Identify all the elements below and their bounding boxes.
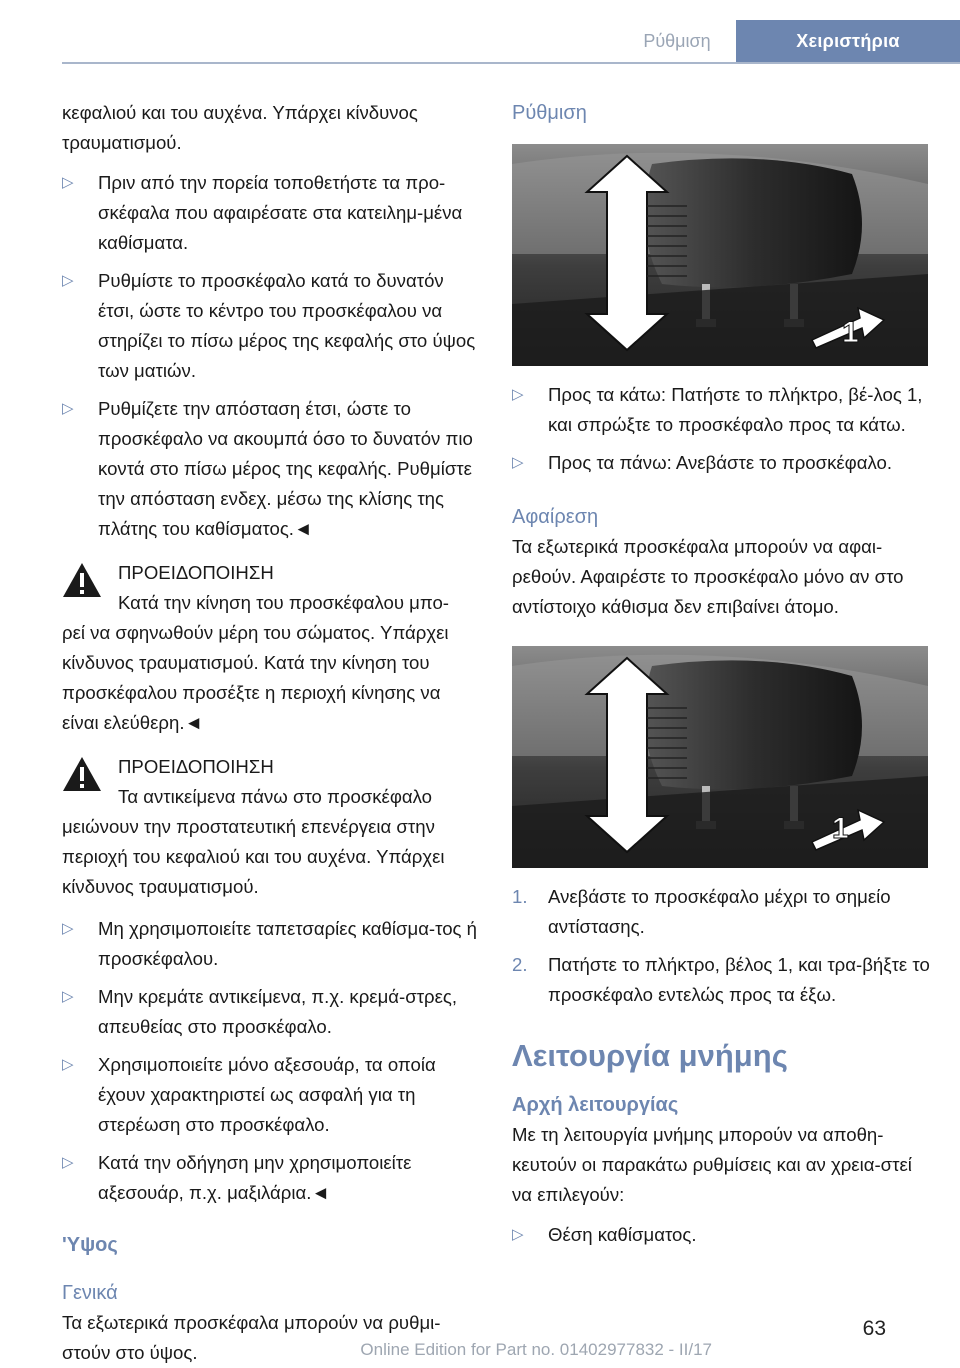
triangle-right-icon: ▷ bbox=[62, 988, 74, 1005]
bullet-list-accessories bbox=[62, 914, 482, 1208]
headrest-image bbox=[512, 144, 928, 366]
footer bbox=[0, 1340, 960, 1360]
header-rule bbox=[62, 62, 960, 64]
list-item: 1. Ανεβάστε το προσκέφαλο μέχρι το σημείο αντίστασης. bbox=[512, 886, 891, 937]
list-item: ▷ Μη χρησιμοποιείτε ταπετσαρίες καθίσμα-τος ή προσκέφαλου. bbox=[62, 914, 482, 974]
continued-paragraph: κεφαλιού και του αυχένα. Υπάρχει κίνδυνος τραυματισμού. bbox=[62, 102, 418, 153]
heading-memory: Λειτουργία μνήμης bbox=[512, 1038, 788, 1073]
list-item: 2. Πατήστε το πλήκτρο, βέλος 1, και τρα-βήξτε το προσκέφαλο εντελώς προς τα έξω. bbox=[512, 954, 930, 1005]
arrow-label: 1 bbox=[842, 316, 859, 349]
list-item: ▷ Ρυθμίζετε την απόσταση έτσι, ώστε το προσκέφαλο να ακουμπά όσο το δυνατόν πιο κοντά στο πίσω μέρος της κεφαλής. Ρυθμίστε την απόσταση ενδεχ. μέσω της κλίσης της πλάτης του καθίσματος.◄ bbox=[62, 394, 482, 544]
triangle-right-icon: ▷ bbox=[62, 174, 74, 191]
numbered-list-remove bbox=[512, 882, 930, 1010]
header-tab-chapter: Χειριστήρια bbox=[736, 20, 960, 62]
footer-edition: Online Edition for Part no. 01402977832 - II/17 bbox=[360, 1340, 712, 1359]
warning-text: ρεί να σφηνωθούν μέρη του σώματος. Υπάρχει κίνδυνος τραυματισμού. Κατά την κίνηση του προσκέφαλου προσέξτε η περιοχή κίνησης να είναι ελεύθερη.◄ bbox=[62, 622, 449, 733]
list-item: ▷ Προς τα κάτω: Πατήστε το πλήκτρο, βέ-λος 1, και σπρώξτε το προσκέφαλο προς τα κάτω. bbox=[512, 380, 930, 440]
list-item: ▷ Χρησιμοποιείτε μόνο αξεσουάρ, τα οποία έχουν χαρακτηριστεί ως ασφαλή για τη στερέωση στο προσκέφαλο. bbox=[62, 1050, 482, 1140]
warning-title: ΠΡΟΕΙΔΟΠΟΙΗΣΗ bbox=[118, 562, 274, 583]
heading-adjust: Ρύθμιση bbox=[512, 102, 587, 124]
header-tab-section: Ρύθμιση bbox=[643, 31, 711, 51]
list-item: ▷ Κατά την οδήγηση μην χρησιμοποιείτε αξεσουάρ, π.χ. μαξιλάρια.◄ bbox=[62, 1148, 482, 1208]
bullet-list-adjust bbox=[512, 380, 930, 478]
heading-remove: Αφαίρεση bbox=[512, 506, 599, 528]
warning-title: ΠΡΟΕΙΔΟΠΟΙΗΣΗ bbox=[118, 756, 274, 777]
bullet-list-memory bbox=[512, 1220, 930, 1250]
warning-triangle-icon bbox=[62, 562, 102, 598]
warning-block bbox=[62, 752, 482, 902]
list-item: ▷ Ρυθμίστε το προσκέφαλο κατά το δυνατόν έτσι, ώστε το κέντρο του προσκέφαλου να στηρίζει το πίσω μέρος της κεφαλής στο ύψος των ματιών. bbox=[62, 266, 482, 386]
remove-paragraph: Τα εξωτερικά προσκέφαλα μπορούν να αφαι-ρεθούν. Αφαιρέστε το προσκέφαλο μόνο αν στο αντίστοιχο κάθισμα δεν επιβαίνει άτομο. bbox=[512, 536, 904, 617]
warning-text-first: Τα αντικείμενα πάνω στο προσκέφαλο bbox=[118, 786, 433, 807]
headrest-image bbox=[512, 646, 928, 868]
triangle-right-icon: ▷ bbox=[62, 1056, 74, 1073]
triangle-right-icon: ▷ bbox=[62, 1154, 74, 1171]
triangle-right-icon: ▷ bbox=[512, 386, 524, 403]
general-paragraph: Τα εξωτερικά προσκέφαλα μπορούν να ρυθμι-στούν στο ύψος. bbox=[62, 1312, 441, 1363]
page-number: 63 bbox=[862, 1317, 886, 1340]
list-item: ▷ Πριν από την πορεία τοποθετήστε τα προ-σκέφαλα που αφαιρέσατε στα κατειλημ-μένα καθίσματα. bbox=[62, 168, 482, 258]
warning-text-first: Κατά την κίνηση του προσκέφαλου μπο- bbox=[118, 592, 449, 613]
headrest-adjust-figure bbox=[512, 144, 928, 366]
right-column bbox=[512, 98, 930, 1250]
list-item: ▷ Προς τα πάνω: Ανεβάστε το προσκέφαλο. bbox=[512, 448, 930, 478]
triangle-right-icon: ▷ bbox=[512, 1226, 524, 1243]
left-column bbox=[62, 98, 482, 1368]
triangle-right-icon: ▷ bbox=[62, 920, 74, 937]
heading-general: Γενικά bbox=[62, 1282, 118, 1304]
triangle-right-icon: ▷ bbox=[512, 454, 524, 471]
warning-text: μειώνουν την προστατευτική επενέργεια στην περιοχή του κεφαλιού και του αυχένα. Υπάρχει κίνδυνος τραυματισμού. bbox=[62, 816, 445, 897]
warning-block bbox=[62, 558, 482, 738]
heading-height: 'Υψος bbox=[62, 1234, 118, 1256]
arrow-label: 1 bbox=[832, 812, 849, 845]
list-item: ▷ Θέση καθίσματος. bbox=[512, 1220, 930, 1250]
bullet-list-safety bbox=[62, 168, 482, 544]
triangle-right-icon: ▷ bbox=[62, 272, 74, 289]
memory-paragraph: Με τη λειτουργία μνήμης μπορούν να αποθη-κευτούν οι παρακάτω ρυθμίσεις και αν χρεια-στεί να επιλεγούν: bbox=[512, 1124, 912, 1205]
heading-principle: Αρχή λειτουργίας bbox=[512, 1094, 679, 1116]
headrest-remove-figure bbox=[512, 646, 928, 868]
triangle-right-icon: ▷ bbox=[62, 400, 74, 417]
list-item: ▷ Μην κρεμάτε αντικείμενα, π.χ. κρεμά-στρες, απευθείας στο προσκέφαλο. bbox=[62, 982, 482, 1042]
warning-triangle-icon bbox=[62, 756, 102, 792]
